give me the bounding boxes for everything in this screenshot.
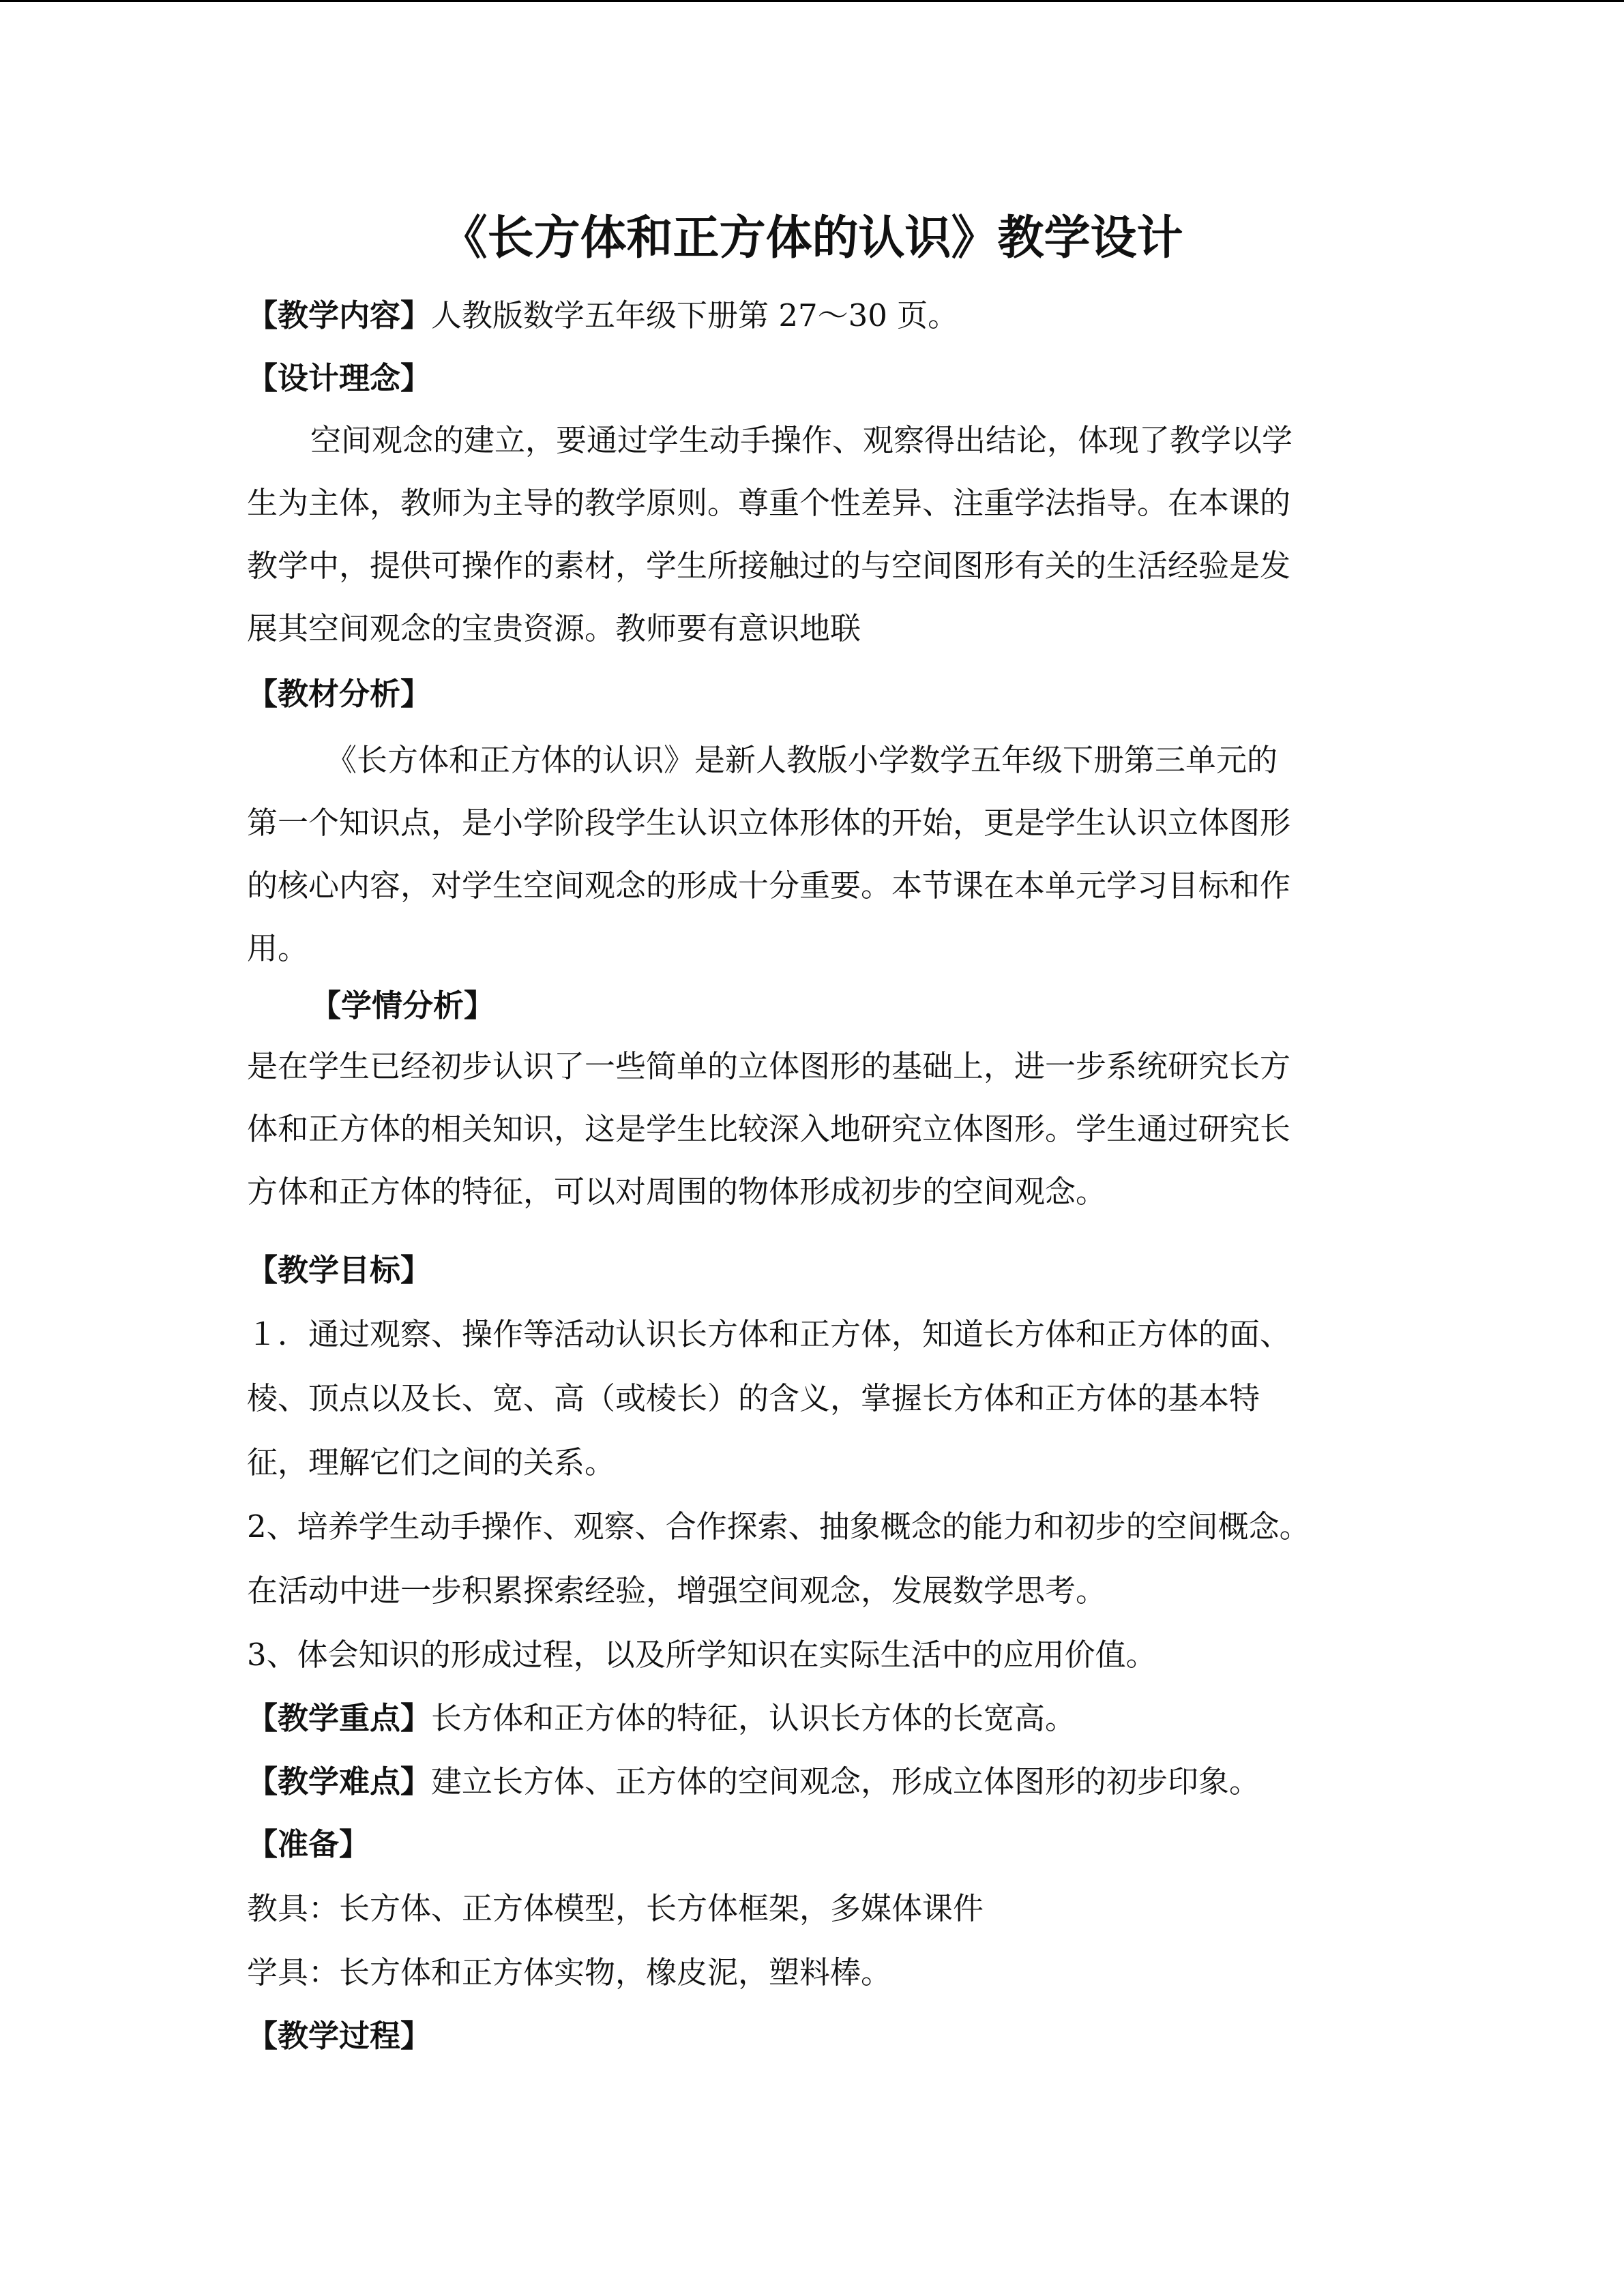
design-concept-line: 空间观念的建立，要通过学生动手操作、观察得出结论，体现了教学以学 [310,422,1293,458]
material-analysis-heading: 【教材分析】 [247,676,432,712]
key-points-line [247,1697,1372,1740]
difficulties-heading: 【教学难点】 [247,1763,432,1800]
difficulties-text: 建立长方体、正方体的空间观念，形成立体图形的初步印象。 [431,1763,1260,1800]
key-points-heading: 【教学重点】 [247,1700,432,1736]
material-analysis-line: 第一个知识点，是小学阶段学生认识立体形体的开始，更是学生认识立体图形 [247,805,1291,841]
preparation-heading: 【准备】 [247,1826,370,1862]
document-title: 《长方体和正方体的认识》教学设计 [441,211,1183,265]
teaching-goals-line: 在活动中进一步积累探索经验，增强空间观念，发展数学思考。 [247,1572,1107,1609]
design-concept-line: 生为主体，教师为主导的教学原则。尊重个性差异、注重学法指导。在本课的 [247,485,1291,521]
preparation-line: 教具：长方体、正方体模型，长方体框架，多媒体课件 [247,1890,984,1926]
material-analysis-line: 用。 [247,930,309,966]
student-analysis-line: 体和正方体的相关知识，这是学生比较深入地研究立体图形。学生通过研究长 [247,1111,1291,1147]
student-analysis-line: 方体和正方体的特征，可以对周围的物体形成初步的空间观念。 [247,1174,1107,1210]
teaching-goals-heading: 【教学目标】 [247,1252,432,1288]
design-concept-line: 展其空间观念的宝贵资源。教师要有意识地联 [247,610,861,646]
difficulties-line [247,1761,1372,1803]
teaching-goals-line: １．通过观察、操作等活动认识长方体和正方体，知道长方体和正方体的面、 [247,1316,1291,1352]
teaching-goals-line: 3、体会知识的形成过程，以及所学知识在实际生活中的应用价值。 [247,1637,1157,1673]
teaching-goals-line: 棱、顶点以及长、宽、高（或棱长）的含义，掌握长方体和正方体的基本特 [247,1380,1260,1416]
key-points-text: 长方体和正方体的特征，认识长方体的长宽高。 [431,1700,1076,1736]
teaching-content-heading: 【教学内容】 [247,297,432,333]
student-analysis-line: 是在学生已经初步认识了一些简单的立体图形的基础上，进一步系统研究长方 [247,1048,1291,1084]
design-concept-line: 教学中，提供可操作的素材，学生所接触过的与空间图形有关的生活经验是发 [247,548,1291,584]
process-heading: 【教学过程】 [247,2018,432,2054]
teaching-content-text: 人教版数学五年级下册第 27～30 页。 [431,297,959,333]
teaching-goals-line: 2、培养学生动手操作、观察、合作探索、抽象概念的能力和初步的空间概念。 [247,1508,1310,1545]
material-analysis-line: 的核心内容，对学生空间观念的形成十分重要。本节课在本单元学习目标和作 [247,867,1291,904]
student-analysis-heading: 【学情分析】 [310,987,495,1024]
material-analysis-line: 《长方体和正方体的认识》是新人教版小学数学五年级下册第三单元的 [326,742,1278,778]
preparation-line: 学具：长方体和正方体实物，橡皮泥，塑料棒。 [247,1954,892,1991]
design-concept-heading: 【设计理念】 [247,360,432,396]
teaching-goals-line: 征，理解它们之间的关系。 [247,1444,616,1480]
teaching-content-line [247,295,1372,337]
